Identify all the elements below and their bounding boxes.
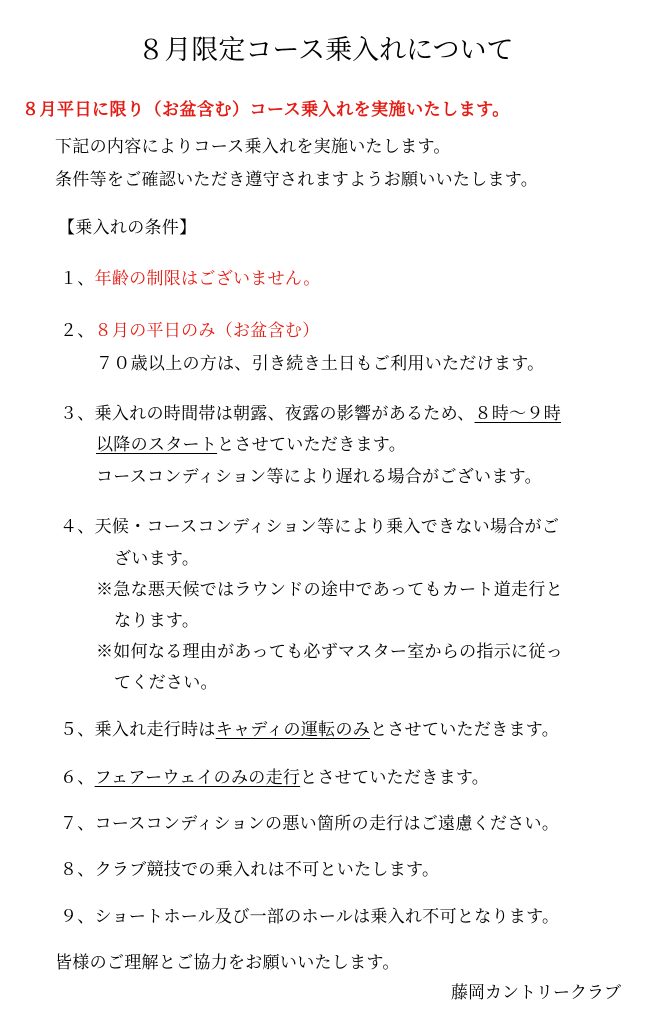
- item-number: ２、: [60, 321, 95, 341]
- item-3-subtext: コースコンディション等により遅れる場合がございます。: [96, 467, 542, 487]
- item-2-subtext: ７０歳以上の方は、引き続き土日もご利用いただけます。: [96, 354, 545, 374]
- page-title: ８月限定コース乗入れについて: [137, 35, 514, 66]
- item-4-note-1: ※急な悪天候ではラウンドの途中であってもカート道走行と: [96, 580, 563, 600]
- item-text: 年齢の制限はございません。: [94, 269, 321, 289]
- condition-item-2: [60, 316, 320, 341]
- item-number: ７、: [60, 814, 95, 834]
- signature: 藤岡カントリークラブ: [451, 983, 621, 1003]
- item-text: ショートホール及び一部のホールは乗入れ不可となります。: [94, 907, 560, 927]
- item-number: ５、: [60, 720, 95, 740]
- item-text: とさせていただきます。: [217, 435, 407, 455]
- item-text: 天候・コースコンディション等により乗入できない場合がご: [94, 517, 560, 537]
- underlined-time: ８時～９時: [474, 404, 562, 424]
- closing-text: 皆様のご理解とご協力をお願いいたします。: [55, 953, 400, 973]
- intro-line-2: 条件等をご確認いただき遵守されますようお願いいたします。: [55, 170, 539, 190]
- item-4-line-2: ざいます。: [114, 549, 200, 569]
- item-number: ９、: [60, 907, 95, 927]
- conditions-heading: 【乗入れの条件】: [58, 218, 197, 238]
- condition-item-3: [60, 399, 561, 424]
- underlined-start: 以降のスタート: [96, 435, 218, 455]
- item-text: ８月の平日のみ（お盆含む）: [94, 321, 320, 341]
- underlined-fairway: フェアーウェイのみの走行: [94, 768, 301, 788]
- item-4-note-2: ※如何なる理由があっても必ずマスター室からの指示に従っ: [96, 642, 563, 662]
- item-text: コースコンディションの悪い箇所の走行はご遠慮ください。: [94, 814, 560, 834]
- item-4-note-2-cont: てください。: [114, 673, 218, 693]
- condition-item-4: [60, 512, 559, 537]
- item-text: 乗入れの時間帯は朝露、夜露の影響があるため、: [94, 404, 475, 424]
- intro-line-1: 下記の内容によりコース乗入れを実施いたします。: [55, 137, 451, 157]
- item-3-line-2: [96, 430, 406, 455]
- item-number: ８、: [60, 860, 95, 880]
- item-text: 乗入れ走行時は: [94, 720, 216, 740]
- item-number: ４、: [60, 517, 95, 537]
- item-text: クラブ競技での乗入れは不可といたします。: [94, 860, 440, 880]
- condition-item-9: [60, 902, 559, 927]
- item-text-end: とさせていただきます。: [300, 768, 490, 788]
- condition-item-7: [60, 809, 559, 834]
- underlined-caddie: キャディの運転のみ: [215, 720, 371, 740]
- item-number: ６、: [60, 768, 95, 788]
- item-4-note-1-cont: なります。: [114, 611, 200, 631]
- red-notice: ８月平日に限り（お盆含む）コース乗入れを実施いたします。: [22, 100, 510, 120]
- condition-item-6: [60, 763, 489, 788]
- condition-item-5: [60, 715, 559, 740]
- item-text-end: とさせていただきます。: [370, 720, 560, 740]
- item-number: ３、: [60, 404, 95, 424]
- condition-item-8: [60, 855, 439, 880]
- condition-item-1: [60, 264, 321, 289]
- item-number: １、: [60, 269, 95, 289]
